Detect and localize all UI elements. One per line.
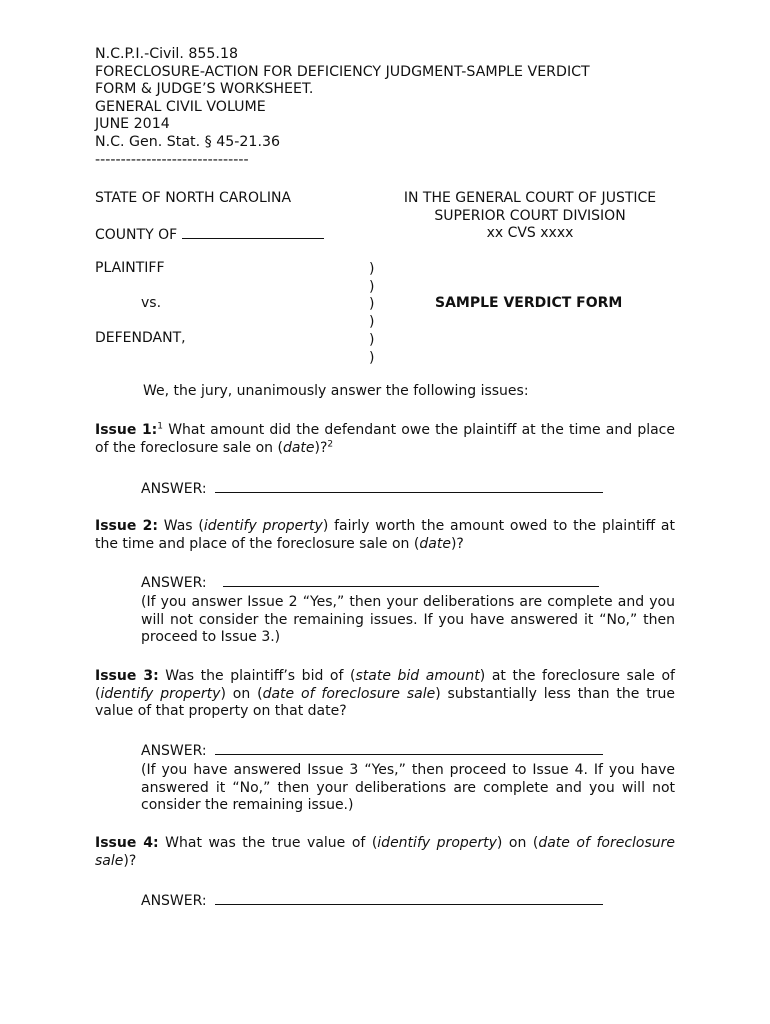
issue-label: Issue 3: bbox=[95, 668, 159, 684]
answer-label: ANSWER: bbox=[141, 575, 207, 591]
bracket: ) bbox=[369, 296, 375, 313]
issue-label: Issue 4: bbox=[95, 835, 159, 851]
document-header bbox=[95, 46, 590, 169]
header-line: JUNE 2014 bbox=[95, 116, 170, 133]
issue-label: Issue 1: bbox=[95, 422, 158, 438]
case-number: xx CVS xxxx bbox=[486, 225, 574, 242]
bracket: ) bbox=[369, 349, 375, 366]
plaintiff-label: PLAINTIFF bbox=[95, 260, 165, 276]
answer-line-4[interactable] bbox=[215, 891, 603, 905]
county-label: COUNTY OF bbox=[95, 227, 178, 243]
answer-label: ANSWER: bbox=[141, 893, 207, 909]
issue-3-note: (If you have answered Issue 3 “Yes,” then proceed to Issue 4. If you have answered it “No,” then your deliberations are complete and you will not consider the remaining issue.) bbox=[141, 762, 675, 814]
header-line: N.C. Gen. Stat. § 45-21.36 bbox=[95, 133, 281, 150]
answer-line-3[interactable] bbox=[215, 741, 603, 755]
answer-label: ANSWER: bbox=[141, 743, 207, 759]
answer-line-1[interactable] bbox=[215, 479, 603, 493]
answer-4 bbox=[141, 891, 603, 909]
county-line bbox=[95, 225, 324, 243]
answer-label: ANSWER: bbox=[141, 481, 207, 497]
answer-line-2[interactable] bbox=[223, 573, 599, 587]
header-line: FORECLOSURE-ACTION FOR DEFICIENCY JUDGMENT-SAMPLE VERDICT bbox=[95, 63, 590, 80]
caption-brackets bbox=[369, 261, 374, 367]
bracket: ) bbox=[369, 261, 375, 277]
intro-text: We, the jury, unanimously answer the following issues: bbox=[143, 383, 529, 399]
court-line: SUPERIOR COURT DIVISION bbox=[434, 207, 626, 224]
court-line: IN THE GENERAL COURT OF JUSTICE bbox=[403, 190, 657, 206]
issue-2-note: (If you answer Issue 2 “Yes,” then your deliberations are complete and you will not consider the remaining issues. If you have answered it “No,” then proceed to Issue 3.) bbox=[141, 594, 675, 646]
county-blank bbox=[182, 225, 324, 239]
answer-3 bbox=[141, 741, 603, 759]
issue-3: Issue 3: Was the plaintiff’s bid of (state bid amount) at the foreclosure sale of (identify property) on (date of foreclosure sale) substantially less than the true value of that property on that date? bbox=[95, 668, 676, 720]
header-line: FORM & JUDGE’S WORKSHEET. bbox=[95, 81, 314, 98]
bracket: ) bbox=[369, 331, 375, 348]
issue-1: Issue 1:$^1$ What amount did the defendant owe the plaintiff at the time and place of the foreclosure sale on (date)?$^2$ bbox=[95, 421, 675, 456]
answer-2 bbox=[141, 573, 599, 591]
vs-label: vs. bbox=[141, 295, 162, 311]
issue-2: Issue 2: Was (identify property) fairly worth the amount owed to the plaintiff at the time and place of the foreclosure sale on (date)? bbox=[95, 518, 675, 552]
form-title: SAMPLE VERDICT FORM bbox=[435, 295, 623, 311]
footnote-ref: 1 bbox=[157, 421, 164, 432]
bracket: ) bbox=[369, 278, 375, 295]
answer-1 bbox=[141, 479, 603, 497]
issue-4: Issue 4: What was the true value of (identify property) on (date of foreclosure sale)? bbox=[95, 835, 676, 869]
footnote-ref: 2 bbox=[327, 438, 334, 449]
header-line: GENERAL CIVIL VOLUME bbox=[95, 98, 266, 115]
issue-label: Issue 2: bbox=[95, 518, 158, 534]
header-line: N.C.P.I.-Civil. 855.18 bbox=[95, 46, 238, 62]
state-label: STATE OF NORTH CAROLINA bbox=[95, 190, 292, 206]
defendant-label: DEFENDANT, bbox=[95, 330, 186, 346]
bracket: ) bbox=[369, 314, 375, 331]
header-line: ------------------------------ bbox=[95, 151, 249, 168]
court-block bbox=[360, 190, 700, 243]
